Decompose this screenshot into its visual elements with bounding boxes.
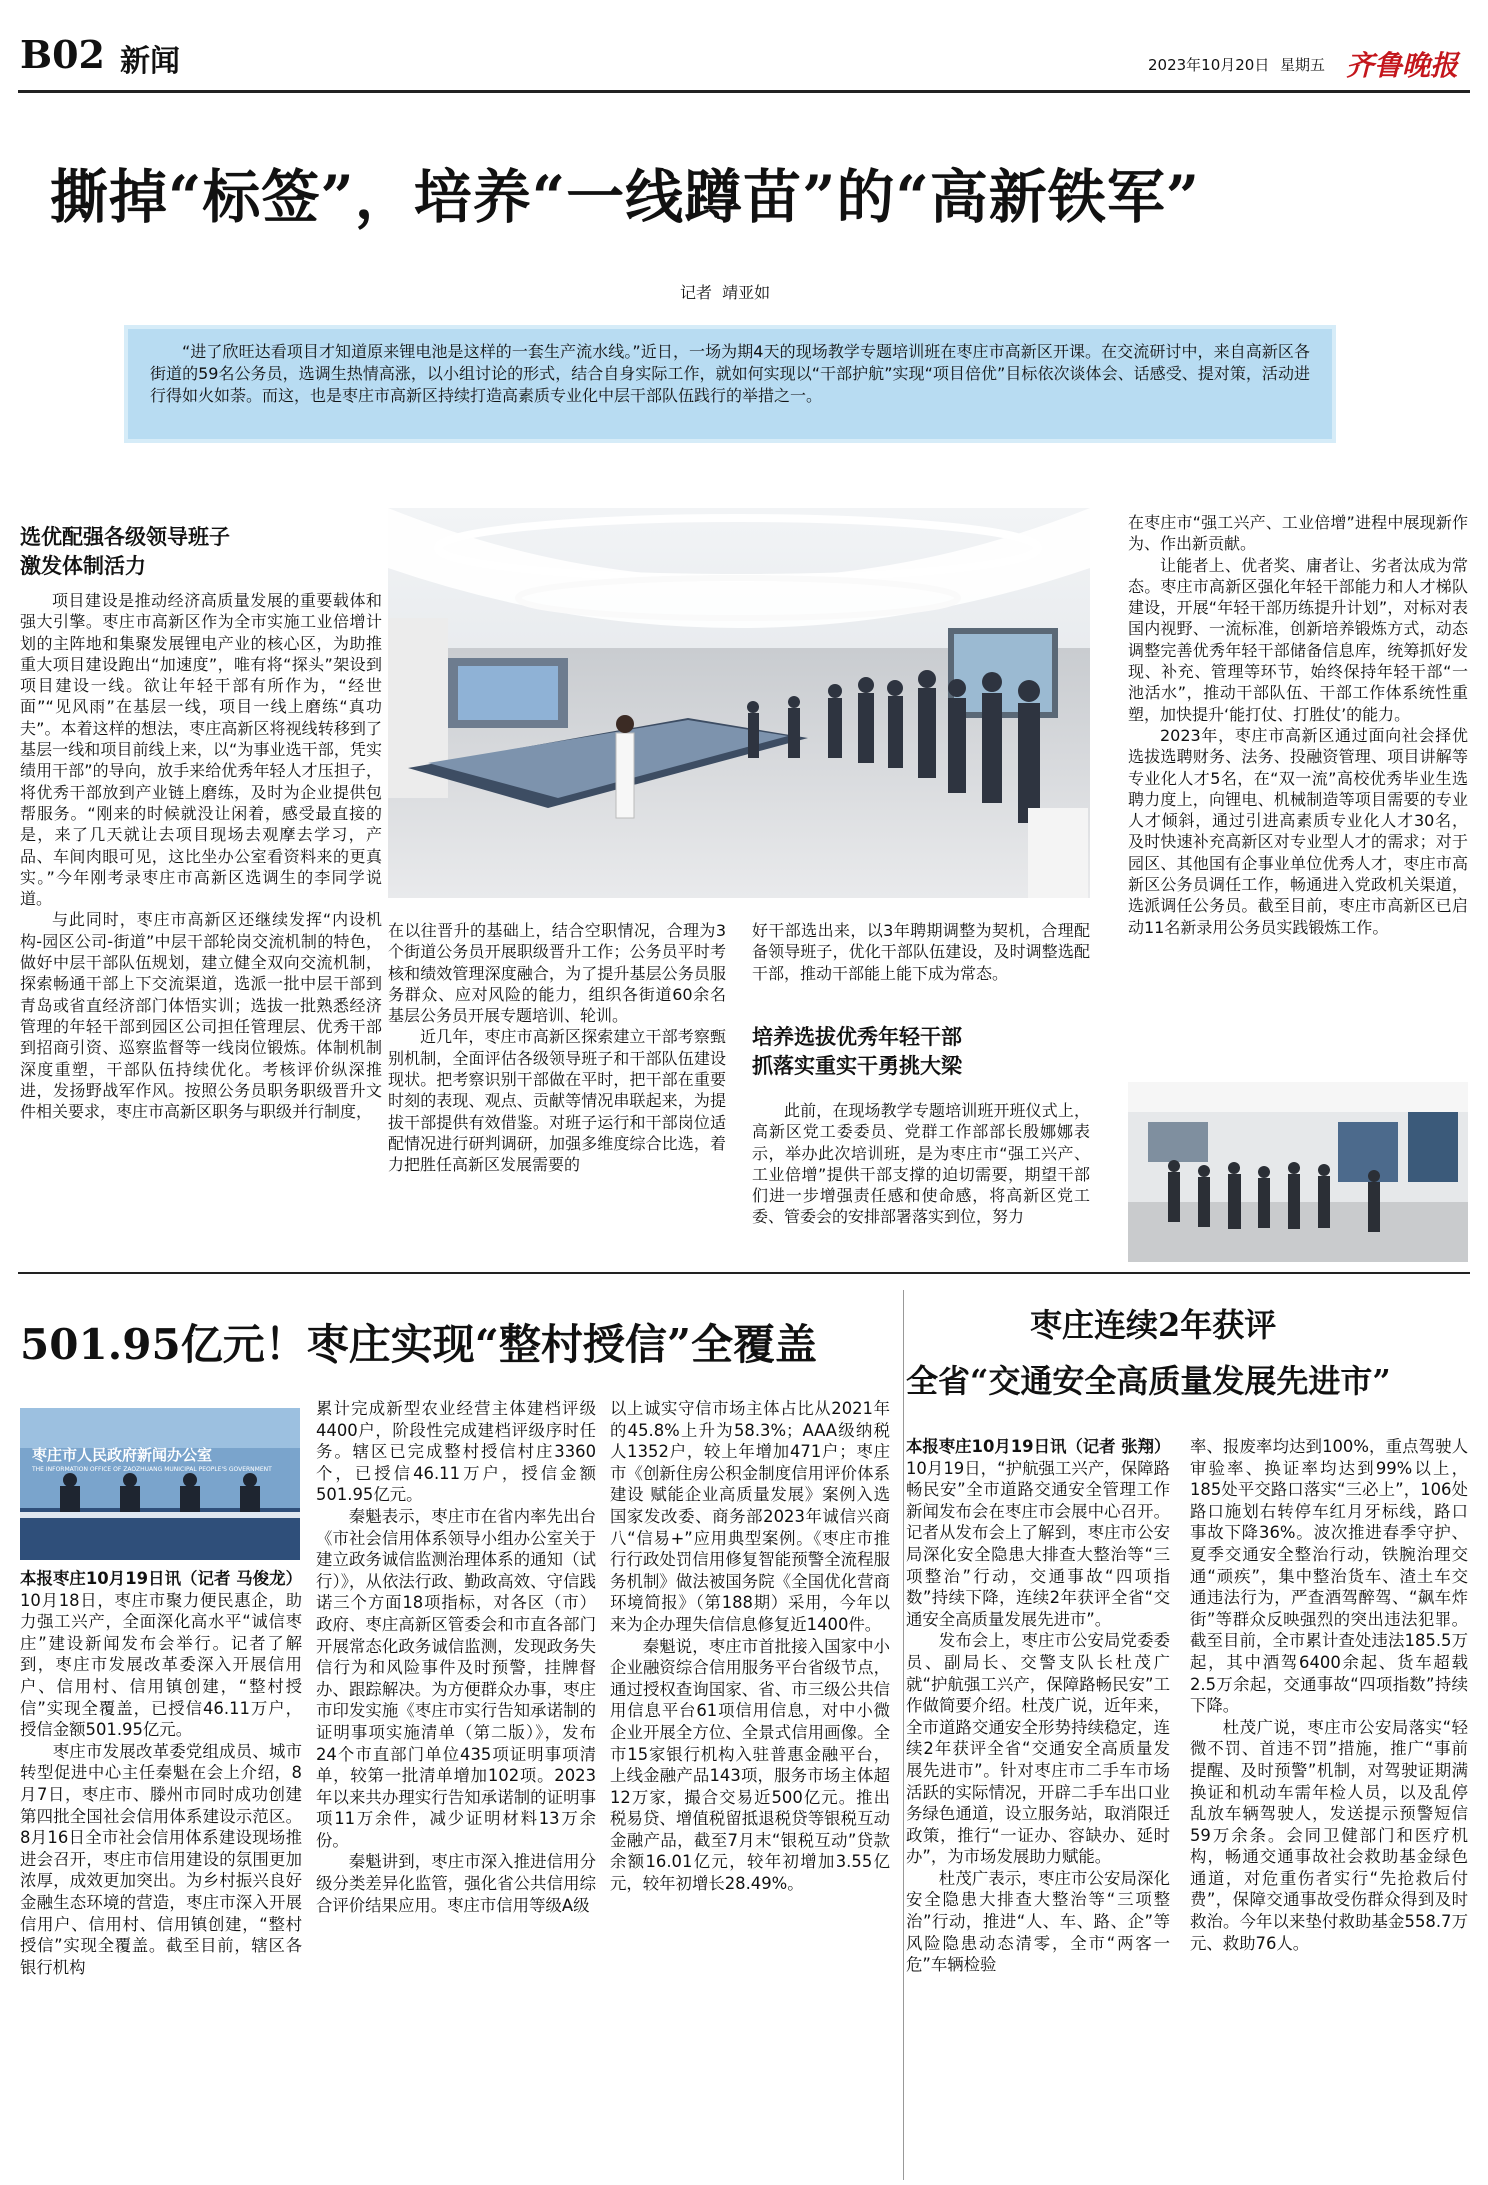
story2-press-photo bbox=[20, 1408, 300, 1560]
story1-col4-p1: 在枣庄市“强工兴产、工业倍增”进程中展现新作为、作出新贡献。 bbox=[1128, 513, 1468, 554]
press-conference-image bbox=[20, 1408, 300, 1560]
page-code: B02 bbox=[20, 32, 105, 77]
story2-col2-p2: 秦魁表示，枣庄市在省内率先出台《市社会信用体系领导小组办公室关于建立政务诚信监测治理体系的通知（试行）》，从依法行政、勤政高效、守信践诺三个方面18项指标，对各区（市）政府、枣庄高新区管委会和市直各部门开展常态化政务诚信监测，发现政务失信行为和风险事件及时预警，挂牌督办、跟踪解决。为方便群众办事，枣庄市印发实施《枣庄市实行告知承诺制的证明事项实施清单（第二版）》，发布24个市直部门单位435项证明事项清单，较第一批清单增加102项。2023年以来共办理实行告知承诺制的证明事项11万余件，减少证明材料13万余份。 bbox=[316, 1506, 596, 1850]
training-visit-image bbox=[1128, 1082, 1468, 1262]
story3-headline-line1: 枣庄连续2年获评 bbox=[1030, 1306, 1277, 1344]
story3-col2-p1: 率、报废率均达到100%，重点驾驶人审验率、换证率均达到99%以上，185处平交路口落实“三必上”，106处路口施划右转停车红月牙标线，路口事故下降36%。波次推进春季守护、夏季交通安全整治行动，铁腕治理交通“顽疾”，集中整治货车、渣土车交通违法行为，严查酒驾醉驾、“飙车炸街”等群众反映强烈的突出违法犯罪。截至目前，全市累计查处违法185.5万起，其中酒驾6400余起、货车超载2.5万余起，交通事故“四项指数”持续下降。 bbox=[1190, 1437, 1468, 1716]
story1-col3b-p1: 此前，在现场教学专题培训班开班仪式上，高新区党工委委员、党群工作部部长殷娜娜表示，举办此次培训班，是为枣庄市“强工兴产、工业倍增”提供干部支撑的迫切需要，期望干部们进一步增强责任感和使命感，将高新区党工委、管委会的安排部署落实到位，努力 bbox=[752, 1101, 1090, 1227]
section-name: 新闻 bbox=[120, 44, 180, 79]
story2-col2 bbox=[316, 1398, 596, 2178]
story1-col4-p2: 让能者上、优者奖、庸者让、劣者汰成为常态。枣庄市高新区强化年轻干部能力和人才梯队建设，开展“年轻干部历练提升计划”，对标对表国内视野、一流标准，创新培养锻炼方式，动态调整完善优秀年轻干部储备信息库，统筹抓好发现、补充、管理等环节，始终保持年轻干部“一池活水”，推动干部队伍、干部工作体系统性重塑，加快提升‘能打仗、打胜仗’的能力。 bbox=[1128, 555, 1468, 724]
story1-lead-box bbox=[124, 325, 1336, 443]
story1-col2-p1: 在以往晋升的基础上，结合空职情况，合理为3个街道公务员开展职级晋升工作；公务员平时考核和绩效管理深度融合，为了提升基层公务员服务群众、应对风险的能力，组织各街道60余名基层公务员开展专题培训、轮训。 bbox=[388, 921, 726, 1026]
story3-col1-p2: 发布会上，枣庄市公安局党委委员、副局长、交警支队长杜茂广就“护航强工兴产，保障路畅民安”工作做简要介绍。杜茂广说，近年来，全市道路交通安全形势持续稳定，连续2年获评全省“交通安全高质量发展先进市”。针对枣庄市二手车市场活跃的实际情况，开辟二手车出口业务绿色通道，设立服务站，取消限迁政策，推行“一证办、容缺办、延时办”，为市场发展助力赋能。 bbox=[906, 1631, 1170, 1867]
story2-headline: 501.95亿元！枣庄实现“整村授信”全覆盖 bbox=[20, 1320, 818, 1369]
section-divider bbox=[18, 1272, 1470, 1274]
story3-col1-p1: 10月19日，“护航强工兴产，保障路畅民安”全市道路交通安全管理工作新闻发布会在枣庄市会展中心召开。记者从发布会上了解到，枣庄市公安局深化安全隐患大排查大整治等“三项整治”行动，交通事故“四项指数”持续下降，连续2年获评全省“交通安全高质量发展先进市”。 bbox=[906, 1458, 1170, 1629]
header-rule bbox=[18, 90, 1470, 93]
story1-col3b bbox=[752, 1100, 1090, 1260]
story1-col2-p2: 近几年，枣庄市高新区探索建立干部考察甄别机制，全面评估各级领导班子和干部队伍建设现状。把考察识别干部做在平时，把干部在重要时刻的表现、观点、贡献等情况串联起来，为提拔干部提供有效借鉴。对班子运行和干部岗位适配情况进行研判调研，加强多维度综合比选，着力把胜任高新区发展需要的 bbox=[388, 1027, 726, 1175]
issue-weekday: 星期五 bbox=[1280, 56, 1326, 74]
story1-col3-p1: 好干部选出来，以3年聘期调整为契机，合理配备领导班子，优化干部队伍建设，及时调整选配干部，推动干部能上能下成为常态。 bbox=[752, 921, 1090, 983]
story2-col3-p2: 秦魁说，枣庄市首批接入国家中小企业融资综合信用服务平台省级节点，通过授权查询国家、省、市三级公共信用信息平台61项信用信息，对中小微企业开展全方位、全景式信用画像。全市15家银行机构入驻普惠金融平台，上线金融产品143项，服务市场主体超12万家，撮合交易近500亿元。推出税易贷、增值税留抵退税贷等银税互动金融产品，截至7月末“银税互动”贷款余额16.01亿元，较年初增加3.55亿元，较年初增长28.49%。 bbox=[610, 1636, 890, 1894]
story1-col2 bbox=[388, 920, 726, 1258]
story3-col2 bbox=[1190, 1436, 1468, 2178]
story2-col3-p1: 以上诚实守信市场主体占比从2021年的45.8%上升为58.3%；AAA级纳税人1352户，较上年增加471户；枣庄市《创新住房公积金制度信用评价体系建设 赋能企业高质量发展》案例入选国家发改委、商务部2023年诚信兴商八“信易+”应用典型案例。《枣庄市推行行政处罚信用修复智能预警全流程服务机制》做法被国务院《全国优化营商环境简报》（第188期）采用，今年以来为企办理失信信息修复近1400件。 bbox=[610, 1399, 890, 1634]
story1-col4-p3: 2023年，枣庄市高新区通过面向社会择优选拔选聘财务、法务、投融资管理、项目讲解等专业化人才5名，在“双一流”高校优秀毕业生选聘力度上，向锂电、机械制造等项目需要的专业人才倾斜，通过引进高素质专业化人才30名，及时快速补充高新区对专业型人才的需求；对于园区、其他国有企事业单位优秀人才，枣庄市高新区公务员调任工作，畅通进入党政机关渠道，选派调任公务员。截至目前，枣庄市高新区已启动11名新录用公务员实践锻炼工作。 bbox=[1128, 725, 1468, 937]
press-sign-sub: THE INFORMATION OFFICE OF ZAOZHUANG MUNICIPAL PEOPLE'S GOVERNMENT bbox=[32, 1466, 272, 1473]
story3-dateline: 本报枣庄10月19日讯（记者 张翔） bbox=[906, 1437, 1170, 1456]
story1-col1-p1: 项目建设是推动经济高质量发展的重要载体和强大引擎。枣庄市高新区作为全市实施工业倍增计划的主阵地和集聚发展锂电产业的核心区，为助推重大项目建设跑出“加速度”，唯有将“探头”架设到项目建设一线。欲让年轻干部有所作为，“经世面”“见风雨”在基层一线，项目一线上磨练“真功夫”。本着这样的想法，枣庄高新区将视线转移到了基层一线和项目前线上来，以“为事业选干部，凭实绩用干部”的导向，放手来给优秀年轻人才压担子，将优秀干部放到产业链上磨练，及时为企业提供包帮服务。“刚来的时候就没让闲着，感受最直接的是，来了几天就让去项目现场去观摩去学习，产品、车间肉眼可见，这比坐办公室看资料来的更真实。”今年刚考录枣庄市高新区选调生的李同学说道。 bbox=[20, 591, 382, 909]
story1-main-photo bbox=[388, 508, 1090, 898]
press-sign-main: 枣庄市人民政府新闻办公室 bbox=[32, 1446, 213, 1464]
story3-headline-line2: 全省“交通安全高质量发展先进市” bbox=[906, 1362, 1391, 1400]
story1-headline: 撕掉“标签”，培养“一线蹲苗”的“高新铁军” bbox=[50, 163, 1201, 231]
story1-col1-p2: 与此同时，枣庄市高新区还继续发挥“内设机构-园区公司-街道”中层干部轮岗交流机制的特色，做好中层干部队伍规划，建立健全双向交流机制，探索畅通干部上下交流渠道，选派一批中层干部到青岛或省直经济部门体悟实训；选拔一批熟悉经济管理的年轻干部到园区公司担任管理层、优秀干部到招商引资、巡察监督等一线岗位锻炼。体制机制深度重塑，干部队伍持续优化。考核评价纵深推进，发扬野战军作风。按照公务员职务职级晋升文件相关要求，枣庄市高新区职务与职级并行制度， bbox=[20, 910, 382, 1122]
story2-col1-p1: 10月18日，枣庄市聚力便民惠企，助力强工兴产，全面深化高水平“诚信枣庄”建设新闻发布会举行。记者了解到，枣庄市发展改革委深入开展信用户、信用村、信用镇创建，“整村授信”实现全覆盖，已授信46.11万户，授信金额501.95亿元。 bbox=[20, 1590, 302, 1740]
story2-col1-p2: 枣庄市发展改革委党组成员、城市转型促进中心主任秦魁在会上介绍，8月7日，枣庄市、滕州市同时成功创建第四批全国社会信用体系建设示范区。8月16日全市社会信用体系建设现场推进会召开，枣庄市信用建设的氛围更加浓厚，成效更加突出。为乡村振兴良好金融生态环境的营造，枣庄市深入开展信用户、信用村、信用镇创建，“整村授信”实现全覆盖。截至目前，辖区各银行机构 bbox=[20, 1741, 302, 1977]
masthead-logo: 齐鲁晚报 bbox=[1346, 49, 1459, 82]
story1-second-photo bbox=[1128, 1082, 1468, 1262]
story1-subhead-1: 选优配强各级领导班子 激发体制活力 bbox=[20, 524, 230, 578]
story2-col2-p3: 秦魁讲到，枣庄市深入推进信用分级分类差异化监管，强化省公共信用综合评价结果应用。枣庄市信用等级A级 bbox=[316, 1852, 596, 1915]
story1-col1 bbox=[20, 590, 382, 1258]
story2-col2-p1: 累计完成新型农业经营主体建档评级4400户，阶段性完成建档评级序时任务。辖区已完成整村授信村庄3360个，已授信46.11万户，授信金额501.95亿元。 bbox=[316, 1399, 596, 1505]
story2-dateline: 本报枣庄10月19日讯（记者 马俊龙） bbox=[20, 1569, 302, 1588]
exhibition-hall-image bbox=[388, 508, 1090, 898]
story1-col4 bbox=[1128, 512, 1468, 1068]
story1-col3 bbox=[752, 920, 1090, 1010]
issue-date: 2023年10月20日 bbox=[1148, 56, 1270, 74]
story-separator bbox=[903, 1290, 904, 2180]
story1-lead: “进了欣旺达看项目才知道原来锂电池是这样的一套生产流水线。”近日，一场为期4天的现场教学专题培训班在枣庄市高新区开课。在交流研讨中，来自高新区各街道的59名公务员，选调生热情高涨，以小组讨论的形式，结合自身实际工作，就如何实现以“干部护航”实现“项目倍优”目标依次谈体会、话感受、提对策，活动进行得如火如荼。而这，也是枣庄市高新区持续打造高素质专业化中层干部队伍践行的举措之一。 bbox=[150, 342, 1310, 405]
story2-col1 bbox=[20, 1568, 302, 2178]
story2-col3 bbox=[610, 1398, 890, 2178]
story3-col1 bbox=[906, 1436, 1170, 2178]
story1-byline: 记者 靖亚如 bbox=[680, 283, 771, 302]
story3-col2-p2: 杜茂广说，枣庄市公安局落实“轻微不罚、首违不罚”措施，推广“事前提醒、及时预警”机制，对驾驶证期满换证和机动车需年检人员，以及乱停乱放车辆驾驶人，发送提示预警短信59万余条。会同卫健部门和医疗机构，畅通交通事故社会救助基金绿色通道，对危重伤者实行“先抢救后付费”，保障交通事故受伤群众得到及时救治。今年以来垫付救助基金558.7万元、救助76人。 bbox=[1190, 1717, 1468, 1953]
story3-col1-p3: 杜茂广表示，枣庄市公安局深化安全隐患大排查大整治等“三项整治”行动，推进“人、车、路、企”等风险隐患动态清零，全市“两客一危”车辆检验 bbox=[906, 1868, 1170, 1975]
story1-subhead-2: 培养选拔优秀年轻干部 抓落实重实干勇挑大梁 bbox=[752, 1024, 962, 1078]
